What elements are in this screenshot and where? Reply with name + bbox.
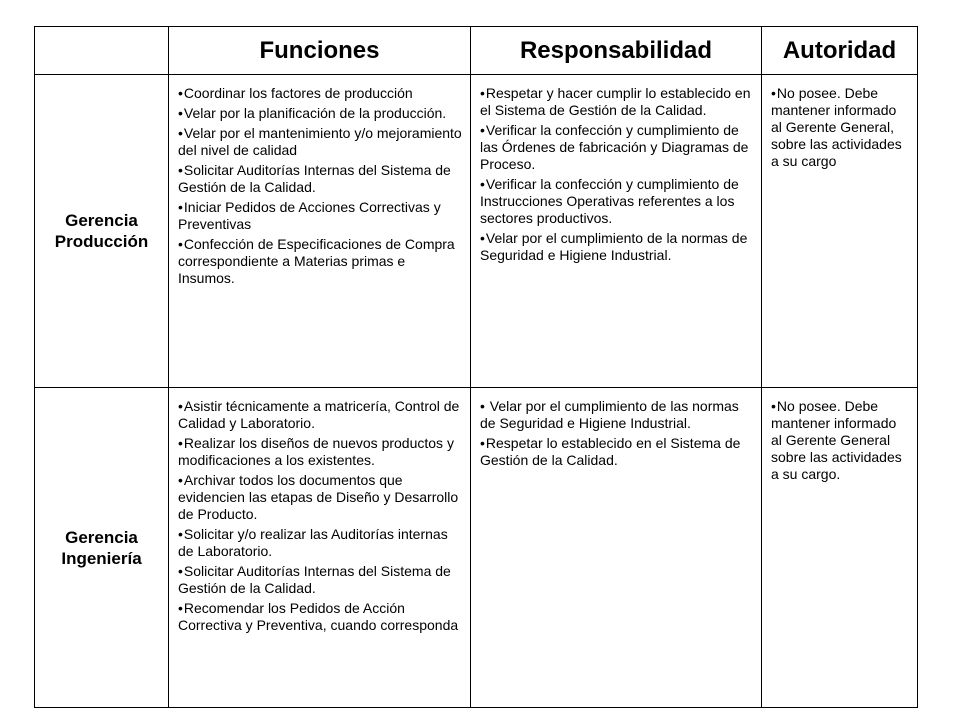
list-item-text: Archivar todos los documentos que evidencien las etapas de Diseño y Desarrollo de Producto. [178,472,459,522]
list-item-text: Coordinar los factores de producción [183,85,413,101]
bullet-icon: • [178,563,183,579]
header-autoridad: Autoridad [762,27,918,75]
bullet-icon: • [178,162,183,178]
list-item [480,398,753,432]
list-item-text: Velar por la planificación de la producción. [183,105,447,121]
list-item-text: Respetar y hacer cumplir lo establecido en el Sistema de Gestión de la Calidad. [480,85,751,118]
list-item [178,435,462,469]
list-item-text: Confección de Especificaciones de Compra correspondiente a Materias primas e Insumos. [178,236,455,286]
bullet-icon: • [178,472,183,488]
bullet-icon: • [771,398,776,414]
bullet-icon: • [480,176,485,192]
list-item [178,563,462,597]
list-item-text: Asistir técnicamente a matricería, Control de Calidad y Laboratorio. [178,398,460,431]
funciones-cell [169,75,471,388]
list-item-text: Iniciar Pedidos de Acciones Correctivas y Preventivas [178,199,441,232]
responsabilidad-cell [471,388,762,708]
funciones-list [178,398,462,634]
responsibilities-table [34,26,918,708]
list-item [178,85,462,102]
list-item [178,472,462,523]
list-item [178,600,462,634]
list-item [480,85,753,119]
list-item-text: Realizar los diseños de nuevos productos y modificaciones a los existentes. [178,435,454,468]
bullet-icon: • [480,398,485,414]
list-item [178,526,462,560]
list-item-text: Respetar lo establecido en el Sistema de Gestión de la Calidad. [480,435,741,468]
bullet-icon: • [771,85,776,101]
list-item-text: Solicitar Auditorías Internas del Sistema de Gestión de la Calidad. [178,563,451,596]
list-item [480,122,753,173]
list-item-text: Solicitar Auditorías Internas del Sistema de Gestión de la Calidad. [178,162,451,195]
header-row [35,27,918,75]
bullet-icon: • [480,230,485,246]
row-heading: Gerencia Producción [35,75,169,388]
bullet-icon: • [480,122,485,138]
table-row [35,75,918,388]
list-item [178,162,462,196]
list-item-text: Verificar la confección y cumplimiento de Instrucciones Operativas referentes a los sectores productivos. [480,176,739,226]
autoridad-list [771,85,909,170]
list-item [178,105,462,122]
list-item-text: Solicitar y/o realizar las Auditorías internas de Laboratorio. [178,526,448,559]
list-item-text: Velar por el mantenimiento y/o mejoramiento del nivel de calidad [178,125,462,158]
autoridad-cell [762,388,918,708]
row-heading: Gerencia Ingeniería [35,388,169,708]
list-item [480,230,753,264]
list-item [480,176,753,227]
list-item [178,199,462,233]
bullet-icon: • [178,600,183,616]
list-item [771,85,909,170]
responsabilidad-list [480,398,753,469]
list-item-text: Velar por el cumplimiento de las normas de Seguridad e Higiene Industrial. [480,398,739,431]
header-empty-cell [35,27,169,75]
bullet-icon: • [480,435,485,451]
responsabilidad-cell [471,75,762,388]
header-responsabilidad: Responsabilidad [471,27,762,75]
bullet-icon: • [178,199,183,215]
bullet-icon: • [178,125,183,141]
list-item-text: Velar por el cumplimiento de la normas de Seguridad e Higiene Industrial. [480,230,748,263]
autoridad-cell [762,75,918,388]
list-item-text: Recomendar los Pedidos de Acción Correctiva y Preventiva, cuando corresponda [178,600,459,633]
bullet-icon: • [480,85,485,101]
list-item [771,398,909,483]
list-item [178,125,462,159]
bullet-icon: • [178,526,183,542]
table-row [35,388,918,708]
bullet-icon: • [178,236,183,252]
responsabilidad-list [480,85,753,264]
list-item [178,236,462,287]
autoridad-list [771,398,909,483]
list-item-text: No posee. Debe mantener informado al Gerente General sobre las actividades a su cargo. [771,398,902,482]
list-item-text: Verificar la confección y cumplimiento de las Órdenes de fabricación y Diagramas de Proceso. [480,122,749,172]
list-item-text: No posee. Debe mantener informado al Gerente General, sobre las actividades a su cargo [771,85,902,169]
funciones-cell [169,388,471,708]
funciones-list [178,85,462,287]
list-item [480,435,753,469]
list-item [178,398,462,432]
bullet-icon: • [178,105,183,121]
bullet-icon: • [178,398,183,414]
header-funciones: Funciones [169,27,471,75]
bullet-icon: • [178,85,183,101]
bullet-icon: • [178,435,183,451]
